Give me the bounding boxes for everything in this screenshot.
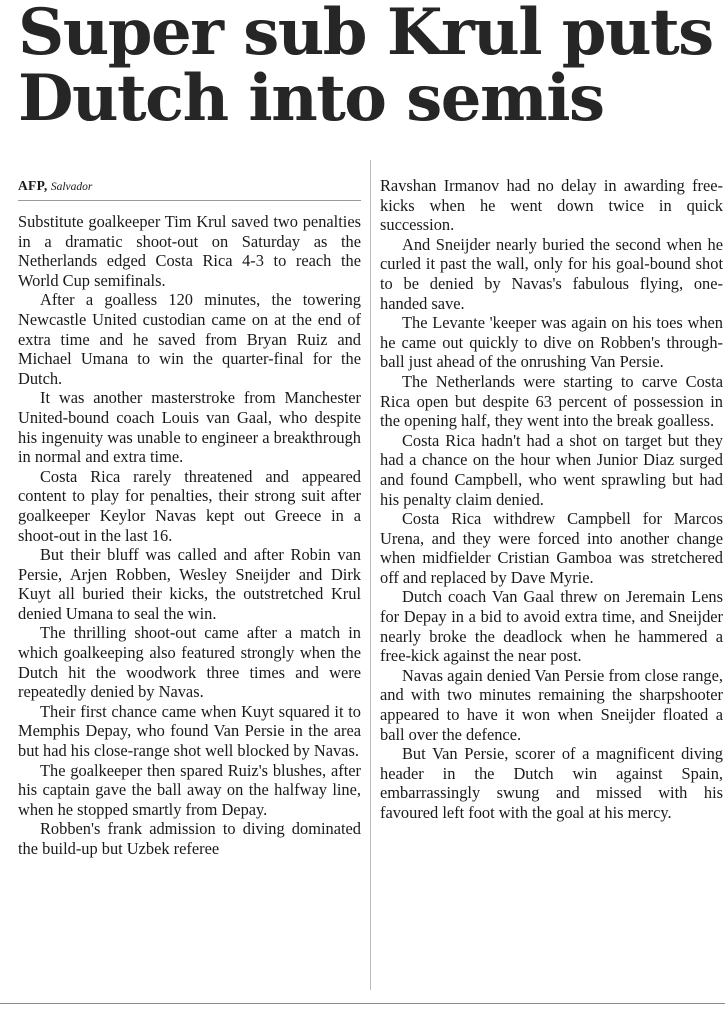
paragraph: The goalkeeper then spared Ruiz's blushes, after his captain gave the ball away on the halfway line, when he stopped smartly from Depay. [18, 760, 361, 819]
paragraph: Their first chance came when Kuyt squared it to Memphis Depay, who found Van Persie in the area but had his close-range shot well blocked by Navas. [18, 701, 361, 761]
headline-line-1: Super sub Krul puts [18, 0, 713, 70]
paragraph: Substitute goalkeeper Tim Krul saved two penalties in a dramatic shoot-out on Saturday as the Netherlands edged Costa Rica 4-3 to reach the World Cup semifinals. [18, 212, 361, 290]
article-column-right [380, 176, 723, 823]
paragraph: Costa Rica rarely threatened and appeared content to play for penalties, their strong suit after goalkeeper Keylor Navas kept out Greece in a shoot-out in the last 16. [18, 466, 361, 545]
headline [18, 0, 723, 136]
headline-line-2: Dutch into semis [18, 61, 604, 136]
paragraph: And Sneijder nearly buried the second when he curled it past the wall, only for his goal-bound shot to be denied by Navas's fabulous flying, one-handed save. [380, 234, 723, 313]
paragraph: Costa Rica withdrew Campbell for Marcos Urena, and they were forced into another change when midfielder Cristian Gamboa was stretchered off and replaced by Dave Myrie. [380, 509, 723, 587]
bottom-rule [0, 1003, 725, 1004]
paragraph: The thrilling shoot-out came after a match in which goalkeeping also featured strongly when the Dutch hit the woodwork three times and were repeatedly denied by Navas. [18, 623, 361, 702]
paragraph: Costa Rica hadn't had a shot on target but they had a chance on the hour when Junior Diaz surged and found Campbell, who went sprawling but had his penalty claim denied. [380, 430, 723, 509]
paragraph: Robben's frank admission to diving dominated the build-up but Uzbek referee [18, 819, 361, 858]
byline-agency: AFP, [18, 178, 48, 193]
paragraph: The Netherlands were starting to carve Costa Rica open but despite 63 percent of possession in the opening half, they went into the break goalless. [380, 371, 723, 431]
paragraph: But Van Persie, scorer of a magnificent diving header in the Dutch win against Spain, embarrassingly swung and missed with his favoured left foot with the goal at his mercy. [380, 744, 723, 822]
column-divider [370, 160, 371, 990]
paragraph: Dutch coach Van Gaal threw on Jeremain Lens for Depay in a bid to avoid extra time, and Sneijder nearly broke the deadlock when he hammered a free-kick against the near post. [380, 587, 723, 666]
paragraph: The Levante 'keeper was again on his toes when he came out quickly to dive on Robben's through-ball just ahead of the onrushing Van Persie. [380, 313, 723, 372]
paragraph: But their bluff was called and after Robin van Persie, Arjen Robben, Wesley Sneijder and Dirk Kuyt all buried their kicks, the outstretched Krul denied Umana to seal the win. [18, 545, 361, 623]
paragraph: After a goalless 120 minutes, the towering Newcastle United custodian came on at the end of extra time and he saved from Bryan Ruiz and Michael Umana to win the quarter-final for the Dutch. [18, 290, 361, 388]
article-column-left [18, 176, 361, 859]
byline [18, 176, 361, 201]
paragraph: Navas again denied Van Persie from close range, and with two minutes remaining the sharpshooter appeared to have it won when Sneijder floated a ball over the defence. [380, 665, 723, 744]
byline-place: Salvador [50, 181, 93, 193]
paragraph: Ravshan Irmanov had no delay in awarding free-kicks when he went down twice in quick succession. [380, 176, 723, 235]
paragraph: It was another masterstroke from Manchester United-bound coach Louis van Gaal, who despite his ingenuity was unable to engineer a breakthrough in normal and extra time. [18, 388, 361, 467]
